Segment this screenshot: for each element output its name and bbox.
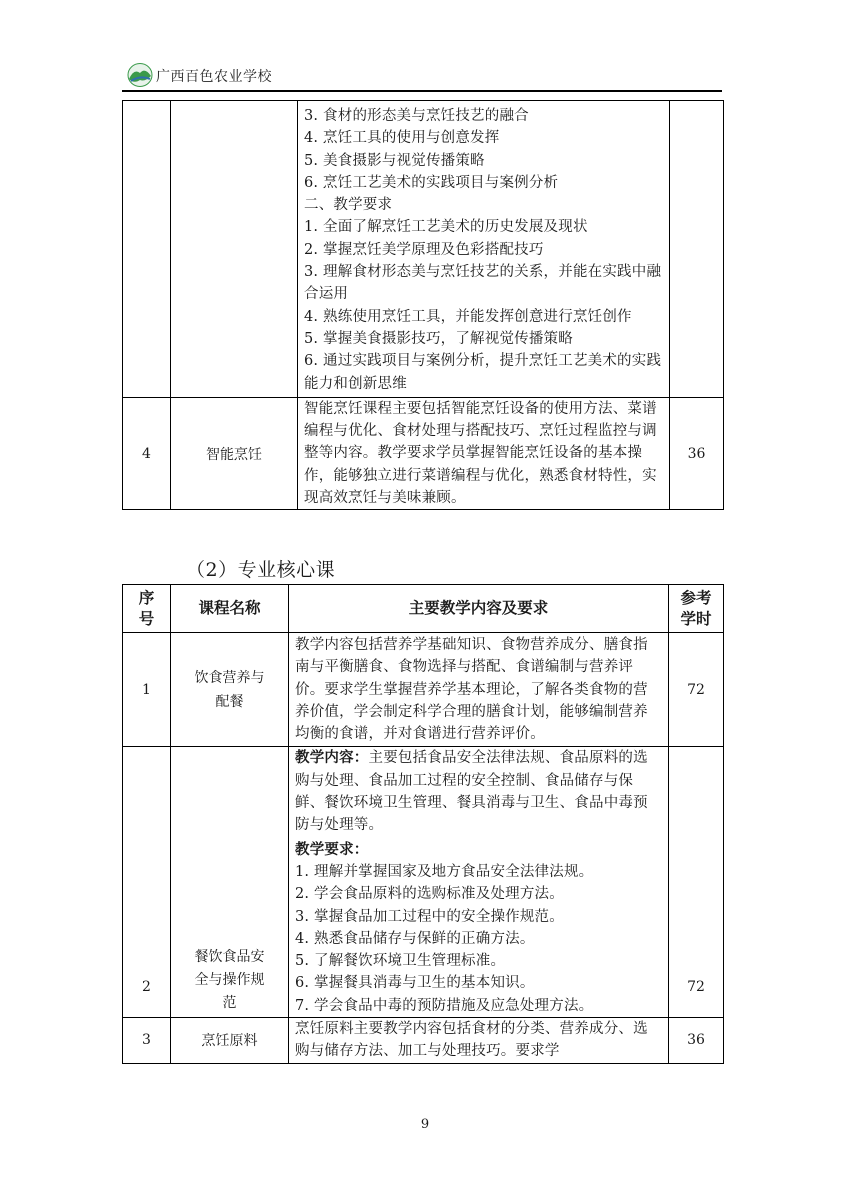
course-name-cell: 餐饮食品安全与操作规范 <box>171 747 289 1018</box>
content-line: 3. 食材的形态美与烹饪技艺的融合 <box>304 108 529 124</box>
school-name: 广西百色农业学校 <box>156 69 272 85</box>
requirement-item: 6. 掌握餐具消毒与卫生的基本知识。 <box>295 975 535 992</box>
header-name: 课程名称 <box>171 585 289 633</box>
course-content-cell <box>298 101 670 398</box>
requirement-item: 2. 学会食品原料的选购标准及处理方法。 <box>295 886 564 903</box>
course-content-cell: 烹饪原料主要教学内容包括食材的分类、营养成分、选购与储存方法、加工与处理技巧。要求学 <box>289 1018 669 1064</box>
table-row <box>123 397 724 509</box>
course-name-cell <box>171 101 298 398</box>
table-row <box>123 101 724 398</box>
content-line: 6. 烹饪工艺美术的实践项目与案例分析 <box>304 174 559 191</box>
row-number-cell: 2 <box>123 747 171 1018</box>
requirement-item: 1. 理解并掌握国家及地方食品安全法律法规。 <box>295 863 594 880</box>
school-logo-icon <box>127 62 153 88</box>
row-number-cell: 3 <box>123 1018 171 1064</box>
course-name-cell: 饮食营养与配餐 <box>171 633 289 747</box>
content-line: 二、教学要求 <box>304 197 393 214</box>
hours-cell: 36 <box>670 397 724 509</box>
table-row <box>123 633 724 747</box>
page-number: 9 <box>420 1117 430 1132</box>
section-title: （2）专业核心课 <box>186 559 336 581</box>
table-header-row <box>123 585 724 633</box>
header-rule <box>122 90 722 92</box>
requirement-item: 7. 学会食品中毒的预防措施及应急处理方法。 <box>295 997 594 1014</box>
requirements-label: 教学要求： <box>295 840 369 858</box>
course-content-cell: 智能烹饪课程主要包括智能烹饪设备的使用方法、菜谱编程与优化、食材处理与搭配技巧、烹饪过程监控与调整等内容。教学要求学员掌握智能烹饪设备的基本操作，能够独立进行菜谱编程与优化，熟悉食材特性，实现高效烹饪与美味兼顾。 <box>298 397 670 509</box>
course-content-cell <box>289 747 669 1018</box>
header-num: 序号 <box>123 585 171 633</box>
content-line: 6. 通过实践项目与案例分析，提升烹饪工艺美术的实践能力和创新思维 <box>304 353 662 392</box>
page-header <box>122 60 722 94</box>
content-line: 4. 烹饪工具的使用与创意发挥 <box>304 130 500 147</box>
content-line: 5. 美食摄影与视觉传播策略 <box>304 152 485 169</box>
requirement-item: 4. 熟悉食品储存与保鲜的正确方法。 <box>295 930 535 947</box>
content-text: 主要包括食品安全法律法规、食品原料的选购与处理、食品加工过程的安全控制、食品储存与保鲜、餐饮环境卫生管理、餐具消毒与卫生、食品中毒预防与处理等。 <box>295 750 648 834</box>
requirement-item: 5. 了解餐饮环境卫生管理标准。 <box>295 953 506 970</box>
table-row <box>123 747 724 1018</box>
course-name-cell: 烹饪原料 <box>171 1018 289 1064</box>
course-content-cell: 教学内容包括营养学基础知识、食物营养成分、膳食指南与平衡膳食、食物选择与搭配、食谱编制与营养评价。要求学生掌握营养学基本理论，了解各类食物的营养价值，学会制定科学合理的膳食计划，能够编制营养均衡的食谱，并对食谱进行营养评价。 <box>289 633 669 747</box>
core-course-table <box>122 584 724 1064</box>
hours-cell: 36 <box>669 1018 724 1064</box>
row-number-cell <box>123 101 171 398</box>
content-line: 4. 熟练使用烹饪工具，并能发挥创意进行烹饪创作 <box>304 308 632 325</box>
content-label: 教学内容： <box>295 749 369 767</box>
header-hours: 参考学时 <box>669 585 724 633</box>
content-line: 2. 掌握烹饪美学原理及色彩搭配技巧 <box>304 241 544 258</box>
header-content: 主要教学内容及要求 <box>289 585 669 633</box>
hours-cell <box>670 101 724 398</box>
content-paragraph <box>295 747 662 836</box>
hours-cell: 72 <box>669 633 724 747</box>
course-name-cell: 智能烹饪 <box>171 397 298 509</box>
content-line: 5. 掌握美食摄影技巧，了解视觉传播策略 <box>304 330 573 347</box>
content-line: 1. 全面了解烹饪工艺美术的历史发展及现状 <box>304 219 588 236</box>
content-line: 3. 理解食材形态美与烹饪技艺的关系，并能在实践中融合运用 <box>304 264 662 303</box>
row-number-cell: 1 <box>123 633 171 747</box>
requirement-item: 3. 掌握食品加工过程中的安全操作规范。 <box>295 908 564 925</box>
row-number-cell: 4 <box>123 397 171 509</box>
hours-cell: 72 <box>669 747 724 1018</box>
table-row <box>123 1018 724 1064</box>
continued-course-table <box>122 100 724 510</box>
